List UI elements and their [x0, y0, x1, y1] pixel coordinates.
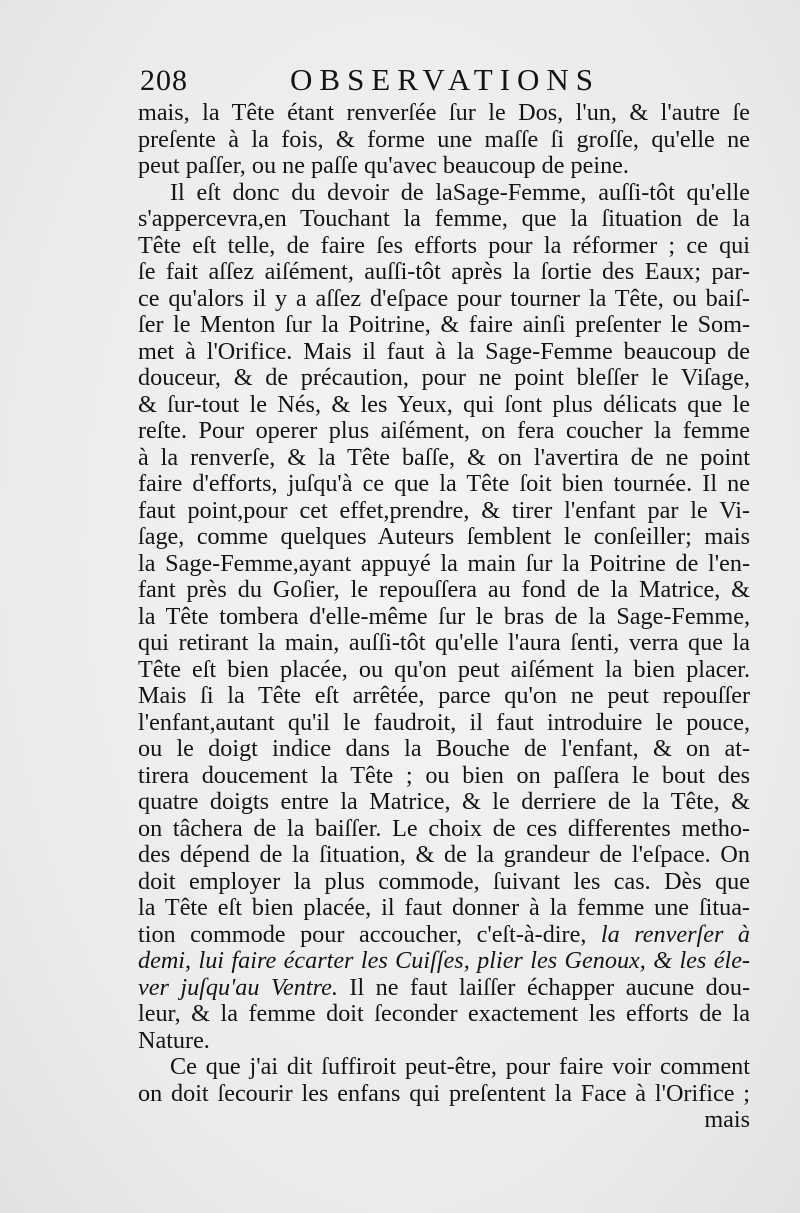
text-line: faire d'efforts, juſqu'à ce que la Tête ſoit bien tournée. Il ne	[138, 470, 750, 497]
text-line: à la renverſe, & la Tête baſſe, & on l'avertira de ne point	[138, 443, 750, 471]
text-line: la Sage-Femme,ayant appuyé la main ſur la Poitrine de l'en-	[138, 549, 750, 577]
italic-segment: demi, lui faire écarter les Cuiſſes, plier les Genoux, & les éle-	[138, 947, 750, 974]
text-line: leur, & la femme doit ſeconder exactement les efforts de la	[138, 1000, 750, 1027]
page-number: 208	[140, 64, 188, 97]
italic-segment: ver juſqu'au Ventre.	[138, 973, 338, 1001]
text-line: des dépend de la ſituation, & de la grandeur de l'eſpace. On	[138, 841, 750, 868]
text-line	[138, 922, 750, 949]
text-line: on doit ſecourir les enfans qui preſentent la Face à l'Orifice ;	[138, 1079, 750, 1107]
running-title: OBSERVATIONS	[290, 62, 601, 97]
text-line: Nature.	[138, 1026, 210, 1054]
text-line: reſte. Pour operer plus aiſément, on fera coucher la femme	[138, 417, 750, 444]
text-line: douceur, & de précaution, pour ne point bleſſer le Viſage,	[138, 364, 750, 391]
text-line: Tête eſt bien placée, ou qu'on peut aiſément la bien placer.	[138, 655, 750, 683]
text-line: tirera doucement la Tête ; ou bien on paſſera le bout des	[138, 761, 750, 789]
body-text	[138, 100, 750, 1134]
text-line: ſe fait aſſez aiſément, auſſi-tôt après la ſortie des Eaux; par-	[138, 258, 750, 285]
text-line: qui retirant la main, auſſi-tôt qu'elle l'aura ſenti, verra que la	[138, 629, 750, 656]
text-line: on tâchera de la baiſſer. Le choix de ces differentes metho-	[138, 814, 750, 842]
text-line: & ſur-tout le Nés, & les Yeux, qui ſont plus délicats que le	[138, 390, 750, 418]
text-line: fant près du Goſier, le repouſſera au fond de la Matrice, &	[138, 576, 750, 603]
text-line: preſente à la fois, & forme une maſſe ſi groſſe, qu'elle ne	[138, 125, 750, 153]
text-line: s'appercevra,en Touchant la femme, que la ſituation de la	[138, 205, 750, 232]
text-line: quatre doigts entre la Matrice, & le derriere de la Tête, &	[138, 788, 750, 815]
text-line: Tête eſt telle, de faire ſes efforts pour la réformer ; ce qui	[138, 231, 750, 259]
text-line: peut paſſer, ou ne paſſe qu'avec beaucoup de peine.	[138, 152, 629, 179]
text-line	[138, 948, 750, 975]
text-line: Il eſt donc du devoir de laSage-Femme, auſſi-tôt qu'elle	[170, 178, 750, 206]
text-line: Ce que j'ai dit ſuffiroit peut-être, pour faire voir comment	[170, 1053, 750, 1080]
text-line	[138, 975, 750, 1002]
text-line: faut point,pour cet effet,prendre, & tirer l'enfant par le Vi-	[138, 496, 750, 524]
text-line: la Tête eſt bien placée, il faut donner à la femme une ſitua-	[138, 894, 750, 921]
text-segment: Il ne faut laiſſer échapper aucune dou-	[349, 973, 751, 1001]
italic-segment: la renverſer à	[600, 920, 751, 948]
text-line: ce qu'alors il y a aſſez d'eſpace pour tourner la Tête, ou baiſ-	[138, 284, 750, 312]
text-line: ſage, comme quelques Auteurs ſemblent le conſeiller; mais	[138, 523, 750, 550]
page-header	[140, 60, 750, 100]
text-line: l'enfant,autant qu'il le faudroit, il faut introduire le pouce,	[138, 708, 750, 736]
text-line: mais, la Tête étant renverſée ſur le Dos, l'un, & l'autre ſe	[138, 99, 750, 126]
text-line: Mais ſi la Tête eſt arrêtée, parce qu'on ne peut repouſſer	[138, 682, 750, 709]
text-segment: tion commode pour accoucher, c'eſt-à-dire,	[138, 920, 587, 948]
text-line: ou le doigt indice dans la Bouche de l'enfant, & on at-	[138, 735, 750, 762]
text-line: doit employer la plus commode, ſuivant les cas. Dès que	[138, 867, 750, 895]
text-line: ſer le Menton ſur la Poitrine, & faire ainſi preſenter le Som-	[138, 311, 750, 338]
catchword: mais	[704, 1106, 750, 1133]
text-line: met à l'Orifice. Mais il faut à la Sage-Femme beaucoup de	[138, 337, 750, 365]
text-line: la Tête tombera d'elle-même ſur le bras de la Sage-Femme,	[138, 602, 750, 630]
